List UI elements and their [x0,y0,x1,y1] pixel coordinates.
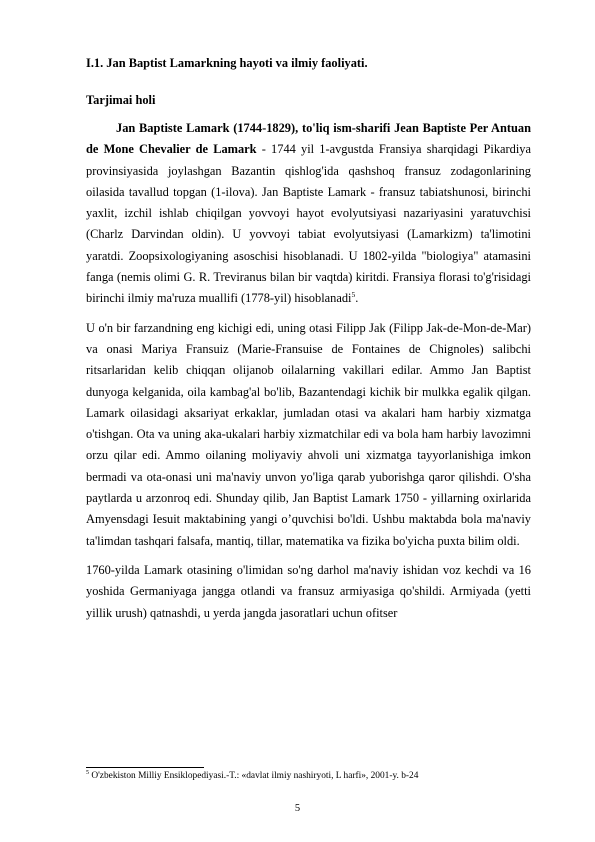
paragraph-3: 1760-yilda Lamark otasining o'limidan so'ng darhol ma'naviy ishidan voz kechdi va 16 yoshida Germaniyaga jangga otlandi va fransuz armiyasiga qo'shildi. Armiyada (yetti yillik urush) qatnashdi, u yerda jangda jasoratlari uchun ofitser [86,562,531,620]
paragraph-1-body: - 1744 yil 1-avgustda Fransiya sharqidagi Pikardiya provinsiyasida joylashgan Bazantin qishlog'ida qashshoq fransuz zodagonlarining oilasida tavallud topgan (1-ilova). Jan Baptiste Lamark - fransuz tabiatshunosi, birinchi yaxlit, izchil ishlab chiqilgan yovvoyi hayot evolyutsiyasi nazariyasini yaratuvchisi (Charlz Darvindan oldin). U yovvoyi tabiat evolyutsiyasi (Lamarkizm) ta'limotini yaratdi. Zoopsixologiyaning asoschisi hisoblanadi. U 1802-yilda "biologiya" atamasini fanga (nemis olimi G. R. Treviranus bilan bir vaqtda) kiritdi. Fransiya florasi to'g'risidagi birinchi ilmiy ma'ruza muallifi (1778-yil) hisoblanadi [86,142,531,306]
paragraph-1 [86,118,531,310]
footnote-text: O'zbekiston Milliy Ensiklopediyasi.-T.: «davlat ilmiy nashiryoti, L harfi», 2001-y. b-24 [89,771,419,781]
section-heading: I.1. Jan Baptist Lamarkning hayoti va ilmiy faoliyati. [86,56,368,70]
page-number: 5 [294,803,301,814]
footnote-number: 5 [86,769,89,776]
subsection-heading: Tarjimai holi [86,93,156,107]
footnote-divider [86,767,204,768]
footnote [86,770,418,782]
footnote-reference[interactable]: 5 [351,290,356,300]
paragraph-1-end: . [355,291,359,306]
paragraph-1-lead: Jan Baptiste Lamark (1744-1829), to'liq ism-sharifi Jean Baptiste Per Antuan de Mone Chevalier de Lamark [86,121,531,157]
paragraph-2: U o'n bir farzandning eng kichigi edi, uning otasi Filipp Jak (Filipp Jak-de-Mon-de-Mar) va onasi Mariya Fransuiz (Marie-Fransuise de Fontaines de Chignoles) salibchi ritsarlaridan kelib chiqqan olijanob oilalarning vakillari edilar. Ammo Jan Baptist dunyoga kelganida, oila kambag'al bo'lib, Bazantendagi kichik bir mulkka egalik qilgan. Lamark oilasidagi aksariyat erkaklar, jumladan otasi va akalari ham harbiy xizmatga o'tishgan. Ota va uning aka-ukalari harbiy xizmatchilar edi va bola ham harbiy lavozimni orzu qilar edi. Ammo oilaning moliyaviy ahvoli uni xizmatga tayyorlanishiga imkon bermadi va ota-onasi uni ma'naviy unvon yo'liga qarab yuborishga qaror qilishdi. O'sha paytlarda u arzonroq edi. Shunday qilib, Jan Baptist Lamark 1750 - yillarning oxirlarida Amyensdagi Iesuit maktabining yangi o’quvchisi bo'ldi. Ushbu maktabda bola ma'naviy ta'limdan tashqari falsafa, mantiq, tillar, matematika va fizika bo'yicha puxta bilim oldi. [86,320,531,548]
page-content [86,55,531,632]
